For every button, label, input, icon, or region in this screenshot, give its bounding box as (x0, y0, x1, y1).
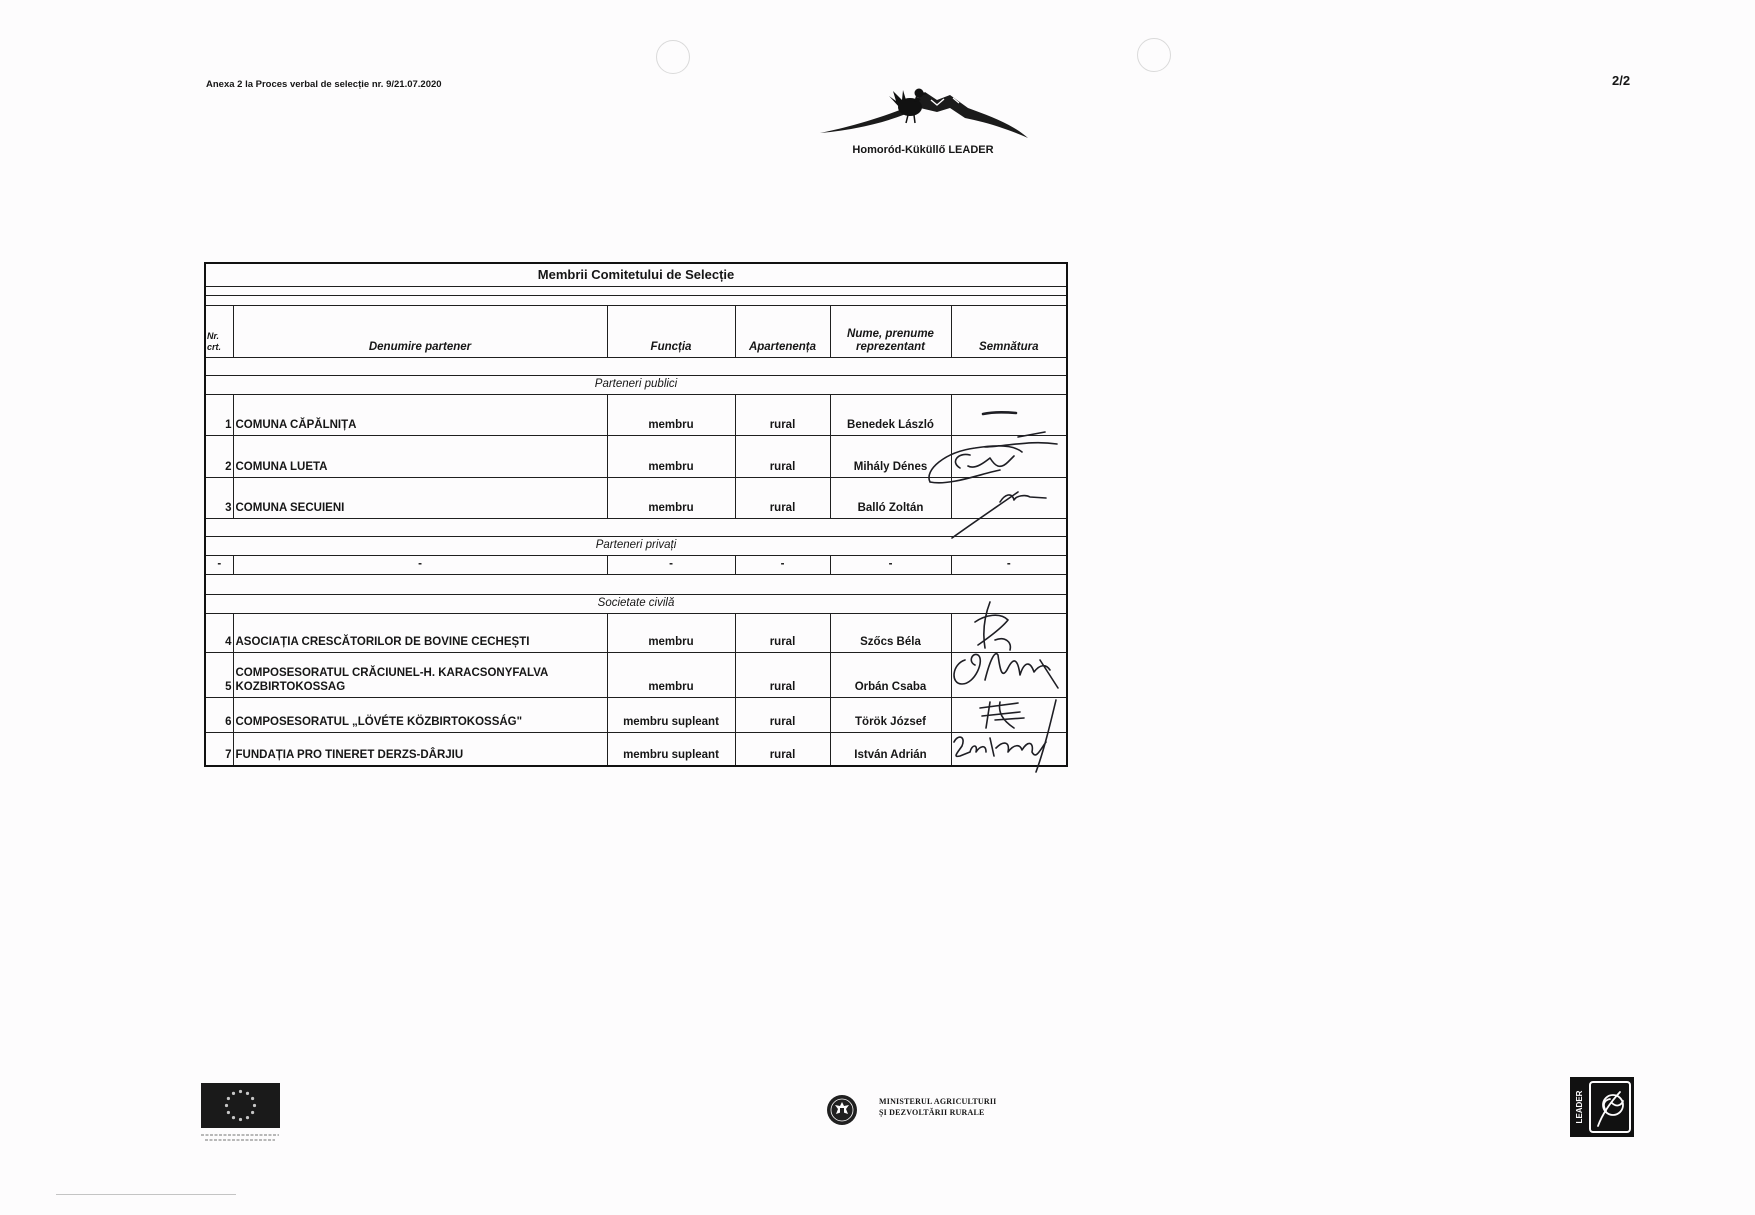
partner-nr: 3 (205, 477, 233, 518)
partner-nr: 5 (205, 652, 233, 697)
partner-representative: Orbán Csaba (830, 652, 951, 697)
partner-function: - (607, 555, 735, 574)
table-row (205, 652, 1067, 697)
spacer-row (205, 574, 1067, 594)
column-header-signature: Semnătura (951, 305, 1067, 357)
partner-function: membru supleant (607, 697, 735, 732)
partner-nr: 1 (205, 394, 233, 435)
partner-name: COMUNA LUETA (233, 435, 607, 477)
partner-nr: - (205, 555, 233, 574)
partner-name: COMUNA CĂPĂLNIȚA (233, 394, 607, 435)
ministry-seal-icon (826, 1094, 858, 1126)
signature-cell (951, 477, 1067, 518)
spacer-row (205, 286, 1067, 295)
header-row (205, 305, 1067, 357)
partner-membership: rural (735, 613, 830, 652)
section-row (205, 375, 1067, 394)
section-row (205, 594, 1067, 613)
partner-function: membru supleant (607, 732, 735, 766)
partner-representative: István Adrián (830, 732, 951, 766)
selection-committee-table (204, 262, 1068, 767)
signature-cell: - (951, 555, 1067, 574)
partner-representative: Szőcs Béla (830, 613, 951, 652)
partner-membership: rural (735, 732, 830, 766)
eu-flag-logo (199, 1081, 283, 1145)
partner-membership: rural (735, 697, 830, 732)
spacer-row (205, 295, 1067, 305)
partner-function: membru (607, 477, 735, 518)
column-header-partner: Denumire partener (233, 305, 607, 357)
column-header-representative-line2: reprezentant (855, 340, 926, 353)
mountain-bird-logo (815, 78, 1035, 142)
annex-reference: Anexa 2 la Proces verbal de selecție nr. 9/21.07.2020 (206, 79, 442, 90)
section-row (205, 536, 1067, 555)
scan-artifact-line (56, 1194, 236, 1195)
ministry-name (879, 1096, 996, 1118)
logo-caption: Homoród-Küküllő LEADER (852, 144, 994, 156)
partner-nr: 7 (205, 732, 233, 766)
title-row (205, 263, 1067, 286)
punch-hole-left (656, 40, 690, 74)
table-row (205, 477, 1067, 518)
signature-cell (951, 732, 1067, 766)
table-row (205, 435, 1067, 477)
table-row (205, 697, 1067, 732)
column-header-nr-line2: crt. (207, 341, 222, 352)
partner-representative: - (830, 555, 951, 574)
section-title: Parteneri publici (205, 375, 1067, 394)
signature-cell (951, 652, 1067, 697)
column-header-nr (205, 305, 233, 357)
table-title: Membrii Comitetului de Selecție (205, 263, 1067, 286)
signature-cell (951, 697, 1067, 732)
spacer-row (205, 357, 1067, 375)
spacer-row (205, 518, 1067, 536)
partner-name: COMPOSESORATUL „LÖVÉTE KÖZBIRTOKOSSÁG" (233, 697, 607, 732)
table-row (205, 555, 1067, 574)
partner-nr: 6 (205, 697, 233, 732)
partner-function: membru (607, 394, 735, 435)
partner-representative: Benedek László (830, 394, 951, 435)
column-header-function: Funcția (607, 305, 735, 357)
section-title: Societate civilă (205, 594, 1067, 613)
partner-function: membru (607, 613, 735, 652)
section-title: Parteneri privați (205, 536, 1067, 555)
partner-membership: - (735, 555, 830, 574)
partner-name: - (233, 555, 607, 574)
partner-representative: Balló Zoltán (830, 477, 951, 518)
partner-membership: rural (735, 435, 830, 477)
column-header-membership: Apartenența (735, 305, 830, 357)
punch-hole-right (1137, 38, 1171, 72)
ministry-line-1: MINISTERUL AGRICULTURII (879, 1097, 997, 1106)
signature-cell (951, 613, 1067, 652)
partner-name: FUNDAȚIA PRO TINERET DERZS-DÂRJIU (233, 732, 607, 766)
table-row (205, 394, 1067, 435)
partner-name: COMUNA SECUIENI (233, 477, 607, 518)
page-number: 2/2 (1612, 73, 1631, 88)
ministry-line-2: ȘI DEZVOLTĂRII RURALE (879, 1108, 985, 1117)
leader-logo (1568, 1075, 1636, 1139)
partner-nr: 2 (205, 435, 233, 477)
partner-membership: rural (735, 652, 830, 697)
column-header-nr-line1: Nr. (207, 330, 220, 341)
table-row (205, 732, 1067, 766)
partner-name: ASOCIAȚIA CRESCĂTORILOR DE BOVINE CECHEȘTI (233, 613, 607, 652)
partner-membership: rural (735, 394, 830, 435)
table-row (205, 613, 1067, 652)
partner-membership: rural (735, 477, 830, 518)
partner-representative: Mihály Dénes (830, 435, 951, 477)
partner-representative: Török József (830, 697, 951, 732)
partner-function: membru (607, 435, 735, 477)
leader-logo-text: LEADER (1575, 1090, 1584, 1124)
column-header-representative-line1: Nume, prenume (847, 327, 934, 340)
signature-cell (951, 435, 1067, 477)
partner-function: membru (607, 652, 735, 697)
partner-nr: 4 (205, 613, 233, 652)
signature-cell (951, 394, 1067, 435)
column-header-representative (830, 305, 951, 357)
partner-name: COMPOSESORATUL CRĂCIUNEL-H. KARACSONYFALVA KOZBIRTOKOSSAG (233, 652, 607, 697)
